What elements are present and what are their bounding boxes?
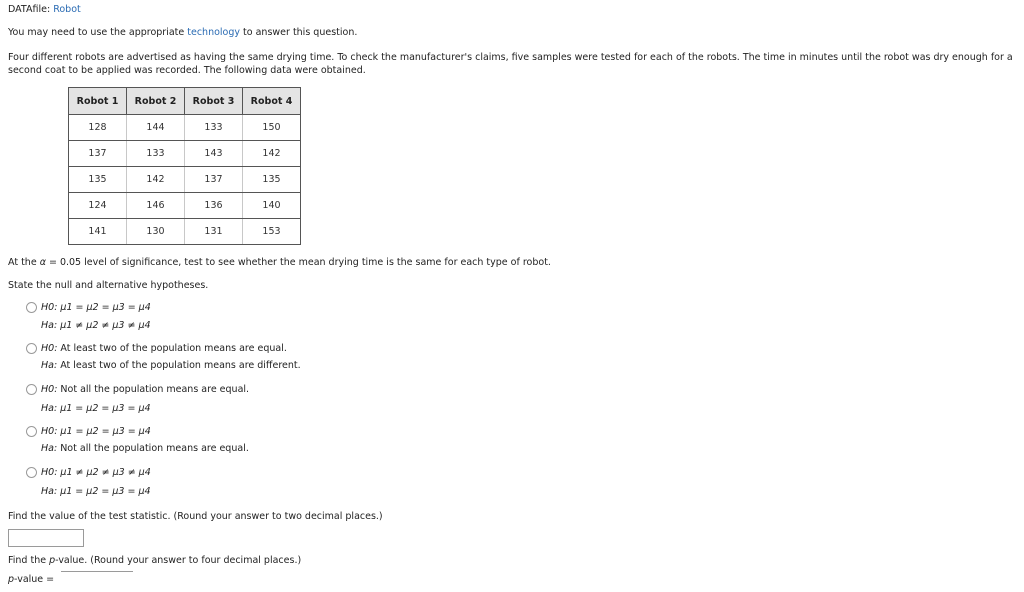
pvalue-input[interactable] [61, 571, 133, 572]
technology-instruction [8, 27, 357, 38]
pvalue-label-p: p [8, 574, 15, 585]
data-table [68, 87, 301, 245]
table-cell: 135 [243, 167, 301, 193]
table-cell: 146 [127, 193, 185, 219]
pvalue-label-post: -value = [14, 574, 55, 585]
table-cell: 150 [243, 115, 301, 141]
table-cell: 128 [69, 115, 127, 141]
hypotheses-prompt: State the null and alternative hypotheses. [8, 280, 209, 291]
table-cell: 136 [185, 193, 243, 219]
table-cell: 142 [127, 167, 185, 193]
option-3-ha [41, 402, 151, 415]
table-cell: 141 [69, 219, 127, 245]
table-header-cell: Robot 1 [69, 88, 127, 115]
ha-label: Ha: [41, 486, 58, 497]
significance-pre: At the [8, 257, 40, 268]
ha-label: Ha: [41, 443, 58, 454]
table-header-cell: Robot 3 [185, 88, 243, 115]
table-cell: 153 [243, 219, 301, 245]
table-row [69, 193, 301, 219]
table-row [69, 115, 301, 141]
option-2-h0-text: At least two of the population means are equal. [60, 343, 287, 354]
ha-label: Ha: [41, 360, 58, 371]
table-cell: 130 [127, 219, 185, 245]
table-cell: 137 [69, 141, 127, 167]
datafile-link[interactable]: Robot [53, 4, 81, 15]
option-1-ha [41, 319, 151, 332]
test-statistic-input[interactable] [8, 529, 84, 547]
significance-post: = 0.05 level of significance, test to see whether the mean drying time is the same for each type of robot. [45, 257, 551, 268]
table-row [69, 167, 301, 193]
option-3-ha-text: μ1 = μ2 = μ3 = μ4 [60, 403, 151, 414]
datafile-line [8, 4, 81, 15]
option-5-h0 [41, 466, 151, 479]
radio-option-5[interactable] [26, 467, 37, 478]
option-4-ha-text: Not all the population means are equal. [60, 443, 249, 454]
alpha-symbol: α [39, 257, 46, 268]
table-header-cell: Robot 2 [127, 88, 185, 115]
instruction-post: to answer this question. [240, 27, 358, 38]
option-3-h0-text: Not all the population means are equal. [60, 384, 250, 395]
table-cell: 131 [185, 219, 243, 245]
table-cell: 133 [185, 115, 243, 141]
table-cell: 142 [243, 141, 301, 167]
table-header-row [69, 88, 301, 115]
radio-option-4[interactable] [26, 426, 37, 437]
radio-option-2[interactable] [26, 343, 37, 354]
radio-option-3[interactable] [26, 384, 37, 395]
h0-label: H0: [41, 384, 58, 395]
table-row [69, 219, 301, 245]
table-cell: 124 [69, 193, 127, 219]
option-4-h0 [41, 425, 151, 438]
option-2-ha-text: At least two of the population means are different. [60, 360, 301, 371]
pvalue-prompt-pre: Find the [8, 555, 50, 566]
table-row [69, 141, 301, 167]
option-1-ha-text: μ1 ≠ μ2 ≠ μ3 ≠ μ4 [60, 320, 151, 331]
table-cell: 137 [185, 167, 243, 193]
table-cell: 144 [127, 115, 185, 141]
h0-label: H0: [41, 467, 58, 478]
significance-text [8, 257, 551, 268]
test-statistic-prompt: Find the value of the test statistic. (Round your answer to two decimal places.) [8, 511, 383, 522]
pvalue-prompt-post: -value. (Round your answer to four decimal places.) [55, 555, 302, 566]
option-5-ha-text: μ1 = μ2 = μ3 = μ4 [60, 486, 151, 497]
option-4-ha [41, 442, 249, 455]
ha-label: Ha: [41, 403, 58, 414]
pvalue-label [8, 574, 54, 585]
h0-label: H0: [41, 343, 58, 354]
table-cell: 140 [243, 193, 301, 219]
problem-text: Four different robots are advertised as having the same drying time. To check the manufacturer's claims, five samples were tested for each of the robots. The time in minutes until the robot was dry enough for a second coat to be applied was recorded. The following data were obtained. [8, 52, 1013, 76]
table-cell: 133 [127, 141, 185, 167]
option-5-ha [41, 485, 151, 498]
option-1-h0 [41, 301, 151, 314]
option-3-h0 [41, 383, 249, 396]
instruction-pre: You may need to use the appropriate [8, 27, 188, 38]
datafile-label: DATAfile: [8, 4, 51, 15]
option-1-h0-text: μ1 = μ2 = μ3 = μ4 [60, 302, 151, 313]
pvalue-prompt-p: p [49, 555, 56, 566]
table-cell: 143 [185, 141, 243, 167]
h0-label: H0: [41, 302, 58, 313]
technology-link[interactable]: technology [187, 27, 241, 38]
h0-label: H0: [41, 426, 58, 437]
option-2-ha [41, 359, 301, 372]
ha-label: Ha: [41, 320, 58, 331]
option-2-h0 [41, 342, 287, 355]
table-cell: 135 [69, 167, 127, 193]
pvalue-prompt [8, 555, 301, 566]
option-5-h0-text: μ1 ≠ μ2 ≠ μ3 ≠ μ4 [60, 467, 151, 478]
table-header-cell: Robot 4 [243, 88, 301, 115]
option-4-h0-text: μ1 = μ2 = μ3 = μ4 [60, 426, 151, 437]
radio-option-1[interactable] [26, 302, 37, 313]
